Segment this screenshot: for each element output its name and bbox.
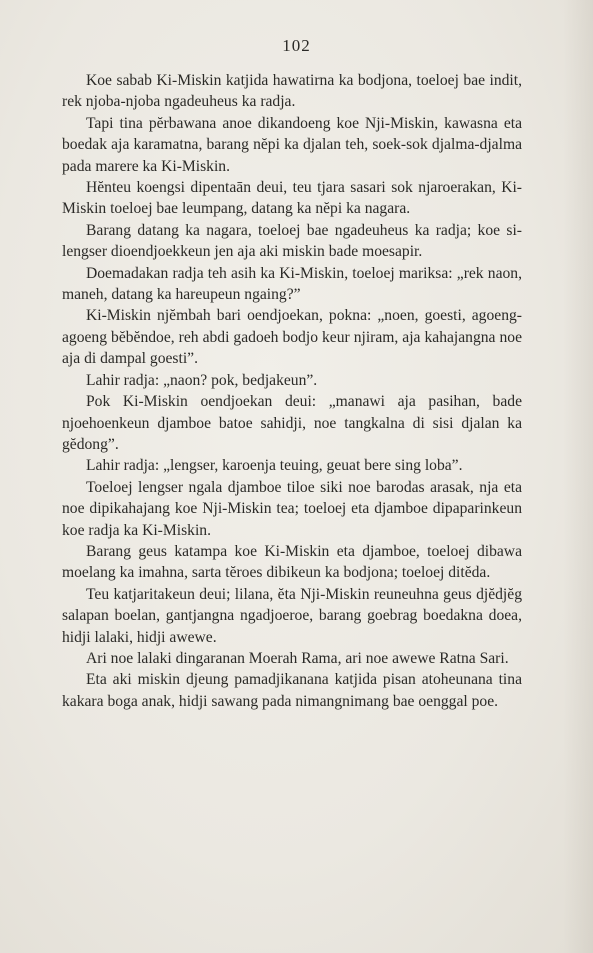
paragraph-9: Lahir radja: „lengser, karoenja teuing, geuat bere sing loba”. [86,457,463,475]
paragraph-2: Tapi tina pĕrbawana anoe dikandoeng koe Nji-Miskin, kawasna eta boedak aja karamatna, barang nĕpi ka djalan teh, soek-sok djalma-djalma pada marere ka Ki-Miskin. [62,114,522,175]
page-edge-shadow [563,0,593,953]
page-body [62,70,522,712]
paragraph-3: Hĕnteu koengsi dipentaān deui, teu tjara sasari sok njaroerakan, Ki-Miskin toeloej bae leumpang, datang ka nĕpi ka nagara. [62,179,522,218]
paragraph-6: Ki-Miskin njĕmbah bari oendjoekan, pokna: „noen, goesti, agoeng-agoeng bĕbĕndoe, reh abdi gadoeh bodjo keur njiram, aja kahajangna noe aja di dampal goesti”. [62,307,522,368]
paragraph-7: Lahir radja: „naon? pok, bedjakeun”. [86,371,318,389]
paragraph-14: Eta aki miskin djeung pamadjikanana katjida pisan atoheunana tina kakara boga anak, hidji sawang pada nimangnimang bae oenggal poe. [62,671,522,710]
paragraph-11: Barang geus katampa koe Ki-Miskin eta djamboe, toeloej dibawa moelang ka imahna, sarta tĕroes dibikeun ka bodjona; toeloej ditĕda. [62,542,522,582]
paragraph-10: Toeloej lengser ngala djamboe tiloe siki noe barodas arasak, nja eta noe dipikahajang koe Nji-Miskin tea; toeloej eta djamboe dipaparinkeun koe radja ka Ki-Miskin. [62,478,522,539]
paragraph-12: Teu katjaritakeun deui; lilana, ĕta Nji-Miskin reuneuhna geus djĕdjĕg salapan boelan, gantjangna ngadjoeroe, barang goebrag boedakna doea, hidji lalaki, hidji awewe. [62,585,522,646]
paragraph-1: Koe sabab Ki-Miskin katjida hawatirna ka bodjona, toeloej bae indit, rek njoba-njoba ngadeuheus ka radja. [62,72,522,111]
page-number: 102 [282,36,311,55]
paragraph-8: Pok Ki-Miskin oendjoekan deui: „manawi aja pasihan, bade njoehoenkeun djamboe batoe sahidji, noe tangkalna di sisi djalan ka gĕdong”. [62,393,522,453]
paragraph-13: Ari noe lalaki dingaranan Moerah Rama, ari noe awewe Ratna Sari. [86,649,509,667]
paragraph-4: Barang datang ka nagara, toeloej bae ngadeuheus ka radja; koe si-lengser dioendjoekkeun jen aja aki miskin bade moesapir. [62,221,522,261]
paragraph-5: Doemadakan radja teh asih ka Ki-Miskin, toeloej mariksa: „rek naon, maneh, datang ka hareupeun ngaing?” [62,264,522,304]
